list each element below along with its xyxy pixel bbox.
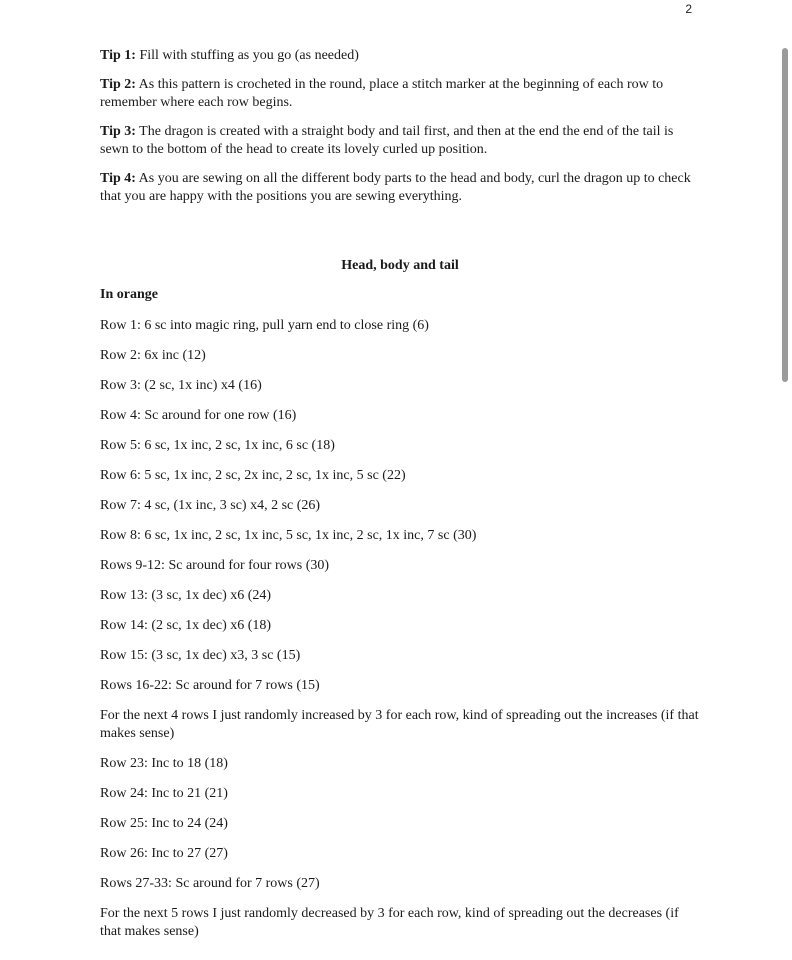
page-number: 2	[685, 2, 692, 16]
pattern-row: Row 4: Sc around for one row (16)	[100, 408, 297, 423]
scrollbar-thumb[interactable]	[782, 48, 788, 382]
pattern-row: Row 2: 6x inc (12)	[100, 348, 206, 363]
pattern-note: For the next 5 rows I just randomly decreased by 3 for each row, kind of spreading out the decreases (if that makes sense)	[100, 906, 679, 939]
tip-4	[100, 170, 700, 206]
tip-label: Tip 4:	[100, 171, 136, 186]
pattern-row: Row 3: (2 sc, 1x inc) x4 (16)	[100, 378, 262, 393]
tip-1	[100, 47, 700, 65]
scrollbar[interactable]	[778, 0, 792, 960]
pattern-rows	[100, 317, 700, 953]
pattern-note: For the next 4 rows I just randomly increased by 3 for each row, kind of spreading out the increases (if that makes sense)	[100, 708, 699, 741]
pattern-row: Row 23: Inc to 18 (18)	[100, 756, 228, 771]
pattern-row: Row 14: (2 sc, 1x dec) x6 (18)	[100, 618, 272, 633]
color-label: In orange	[100, 287, 158, 302]
pattern-row: Row 26: Inc to 27 (27)	[100, 846, 228, 861]
section-title: Head, body and tail	[341, 258, 459, 273]
tip-3	[100, 123, 700, 159]
tip-text: Fill with stuffing as you go (as needed)	[135, 48, 359, 63]
pattern-row: Row 6: 5 sc, 1x inc, 2 sc, 2x inc, 2 sc, 1x inc, 5 sc (22)	[100, 468, 406, 483]
pattern-row: Row 25: Inc to 24 (24)	[100, 816, 228, 831]
pattern-row: Row 13: (3 sc, 1x dec) x6 (24)	[100, 588, 272, 603]
tip-text: The dragon is created with a straight body and tail first, and then at the end the end of the tail is sewn to the bottom of the head to create its lovely curled up position.	[100, 124, 674, 157]
tip-label: Tip 1:	[100, 48, 136, 63]
tip-label: Tip 2:	[100, 77, 136, 92]
pattern-row: Rows 16-22: Sc around for 7 rows (15)	[100, 678, 320, 693]
pattern-row: Row 5: 6 sc, 1x inc, 2 sc, 1x inc, 6 sc (18)	[100, 438, 335, 453]
pattern-row: Row 1: 6 sc into magic ring, pull yarn end to close ring (6)	[100, 318, 429, 333]
tip-text: As this pattern is crocheted in the round, place a stitch marker at the beginning of each row to remember where each row begins.	[100, 77, 664, 110]
tip-text: As you are sewing on all the different body parts to the head and body, curl the dragon up to check that you are happy with the positions you are sewing everything.	[100, 171, 691, 204]
tip-label: Tip 3:	[100, 124, 136, 139]
tip-2	[100, 76, 700, 112]
pattern-row: Row 24: Inc to 21 (21)	[100, 786, 228, 801]
pattern-row: Row 8: 6 sc, 1x inc, 2 sc, 1x inc, 5 sc, 1x inc, 2 sc, 1x inc, 7 sc (30)	[100, 528, 477, 543]
pattern-row: Rows 9-12: Sc around for four rows (30)	[100, 558, 330, 573]
page-content	[100, 47, 700, 939]
pattern-row: Rows 27-33: Sc around for 7 rows (27)	[100, 876, 320, 891]
pattern-row: Row 15: (3 sc, 1x dec) x3, 3 sc (15)	[100, 648, 301, 663]
pattern-row: Row 7: 4 sc, (1x inc, 3 sc) x4, 2 sc (26)	[100, 498, 321, 513]
